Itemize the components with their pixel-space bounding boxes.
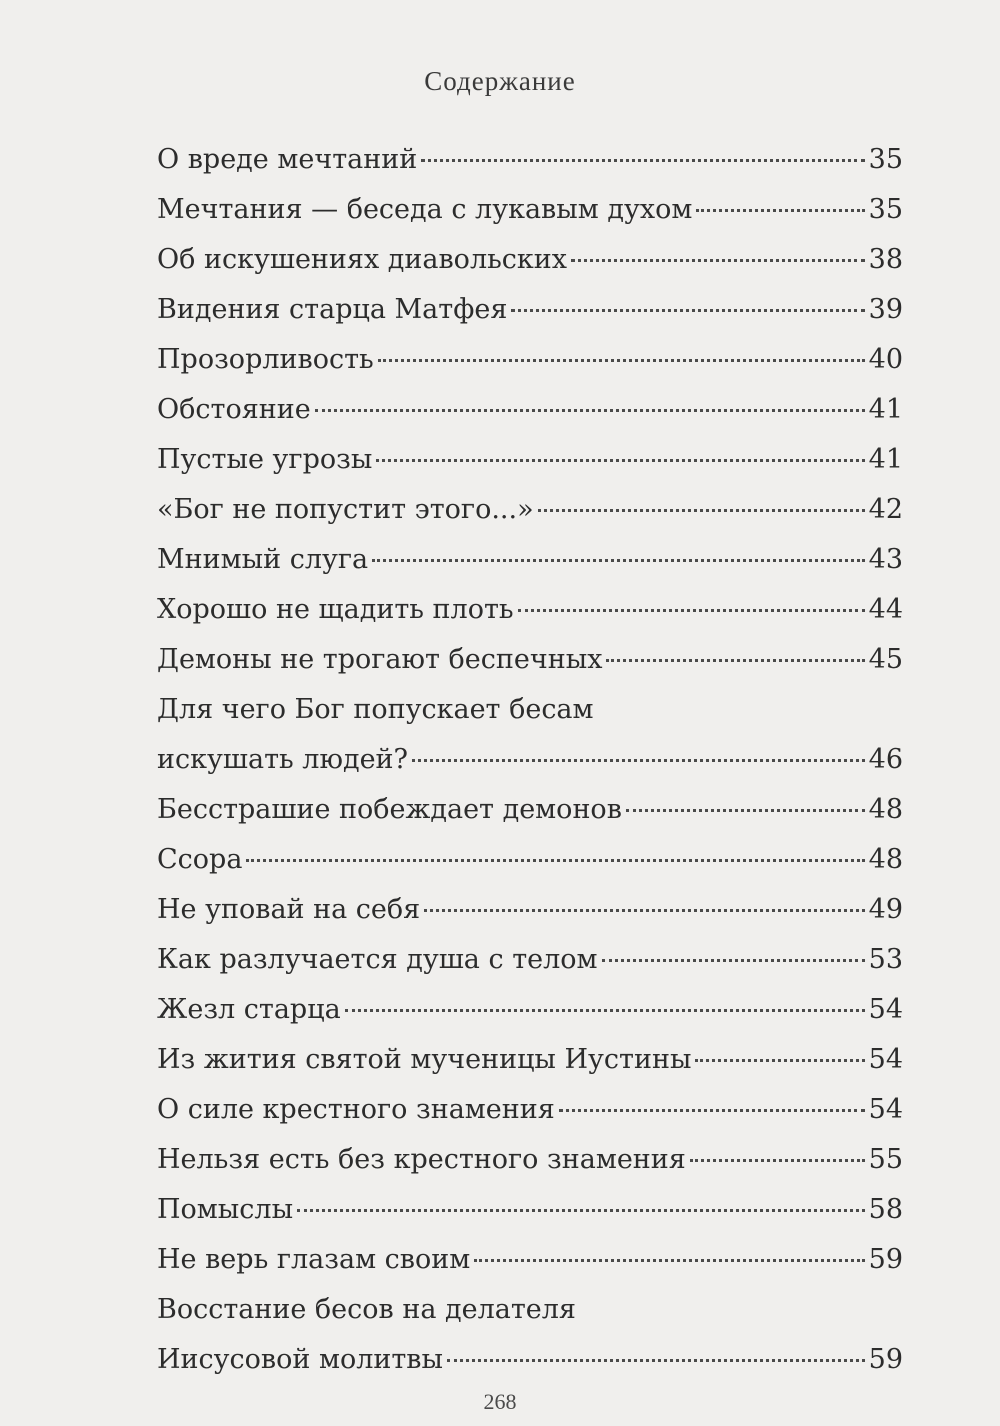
toc-entry: [157, 1135, 903, 1185]
toc-entry-title: Нельзя есть без крестного знамения: [157, 1144, 686, 1175]
toc-entry-title: искушать людей?: [157, 744, 409, 775]
toc-entry-line: [157, 1185, 903, 1235]
toc-entry-line: [157, 1285, 903, 1335]
page-number: 268: [483, 1389, 517, 1414]
toc-entry-line: [157, 785, 903, 835]
dot-leader: [421, 158, 864, 162]
toc-entry: [157, 585, 903, 635]
toc-entry-title: Жезл старца: [157, 994, 341, 1025]
toc-entry-title: Мнимый слуга: [157, 544, 369, 575]
toc-entry-line: [157, 1085, 903, 1135]
toc-entry-title: Об искушениях диавольских: [157, 244, 568, 275]
toc-entry-title: Демоны не трогают беспечных: [157, 644, 603, 675]
toc-entry-page: 59: [868, 1244, 903, 1275]
toc-entry-page: 41: [868, 444, 903, 475]
table-of-contents: [157, 135, 903, 1385]
toc-entry: [157, 1285, 903, 1385]
toc-entry: [157, 535, 903, 585]
toc-entry-page: 58: [868, 1194, 903, 1225]
toc-entry: [157, 1185, 903, 1235]
toc-entry: [157, 935, 903, 985]
toc-entry-page: 46: [868, 744, 903, 775]
dot-leader: [376, 458, 864, 462]
toc-entry: [157, 835, 903, 885]
toc-entry-page: 55: [868, 1144, 903, 1175]
toc-entry-line: [157, 985, 903, 1035]
toc-entry-title: Из жития святой мученицы Иустины: [157, 1044, 692, 1075]
toc-entry: [157, 785, 903, 835]
dot-leader: [345, 1008, 865, 1012]
toc-entry: [157, 335, 903, 385]
toc-entry-line: [157, 935, 903, 985]
toc-entry-title: Хорошо не щадить плоть: [157, 594, 514, 625]
toc-entry-line: [157, 535, 903, 585]
dot-leader: [690, 1158, 865, 1162]
toc-entry-title: О силе крестного знамения: [157, 1094, 555, 1125]
toc-entry-page: 35: [868, 194, 903, 225]
toc-entry-line: [157, 1235, 903, 1285]
page-title: Содержание: [424, 66, 576, 96]
toc-entry-line: [157, 435, 903, 485]
toc-entry-title: Для чего Бог попускает бесам: [157, 694, 594, 725]
toc-entry-page: 40: [868, 344, 903, 375]
toc-entry-page: 54: [868, 1094, 903, 1125]
toc-entry-page: 35: [868, 144, 903, 175]
toc-entry-line: [157, 335, 903, 385]
toc-entry-page: 45: [868, 644, 903, 675]
toc-entry-line: [157, 1135, 903, 1185]
toc-entry-title: Обстояние: [157, 394, 311, 425]
toc-entry-title: Прозорливость: [157, 344, 374, 375]
toc-entry-title: Как разлучается душа с телом: [157, 944, 598, 975]
toc-entry-line: [157, 385, 903, 435]
toc-entry-line: [157, 185, 903, 235]
toc-entry: [157, 1235, 903, 1285]
dot-leader: [606, 658, 864, 662]
toc-entry: [157, 235, 903, 285]
dot-leader: [538, 508, 865, 512]
dot-leader: [518, 608, 865, 612]
toc-entry-page: 38: [868, 244, 903, 275]
toc-entry-line: [157, 735, 903, 785]
toc-entry: [157, 985, 903, 1035]
dot-leader: [424, 908, 864, 912]
toc-entry-title: Помыслы: [157, 1194, 294, 1225]
toc-entry-page: 48: [868, 794, 903, 825]
toc-entry: [157, 1085, 903, 1135]
toc-entry: [157, 185, 903, 235]
dot-leader: [559, 1108, 865, 1112]
toc-entry-line: [157, 635, 903, 685]
dot-leader: [696, 208, 864, 212]
toc-entry-title: Не верь глазам своим: [157, 1244, 471, 1275]
toc-entry-page: 54: [868, 994, 903, 1025]
toc-entry-page: 53: [868, 944, 903, 975]
toc-entry-line: [157, 585, 903, 635]
toc-entry: [157, 285, 903, 335]
toc-entry-page: 39: [868, 294, 903, 325]
toc-entry: [157, 135, 903, 185]
dot-leader: [571, 258, 865, 262]
dot-leader: [602, 958, 865, 962]
dot-leader: [372, 558, 865, 562]
toc-entry: [157, 485, 903, 535]
toc-entry-line: [157, 285, 903, 335]
toc-entry-page: 48: [868, 844, 903, 875]
toc-entry: [157, 635, 903, 685]
toc-entry-title: Бесстрашие побеждает демонов: [157, 794, 622, 825]
toc-entry: [157, 685, 903, 785]
toc-entry-line: [157, 485, 903, 535]
toc-entry-line: [157, 1035, 903, 1085]
toc-entry: [157, 885, 903, 935]
toc-entry-title: О вреде мечтаний: [157, 144, 418, 175]
toc-entry-title: Видения старца Матфея: [157, 294, 508, 325]
toc-entry-title: Пустые угрозы: [157, 444, 373, 475]
toc-entry-line: [157, 835, 903, 885]
toc-entry-page: 44: [868, 594, 903, 625]
dot-leader: [447, 1358, 865, 1362]
dot-leader: [315, 408, 865, 412]
dot-leader: [297, 1208, 865, 1212]
dot-leader: [246, 858, 864, 862]
toc-entry-page: 49: [868, 894, 903, 925]
dot-leader: [511, 308, 864, 312]
toc-entry-line: [157, 685, 903, 735]
toc-entry-title: Ссора: [157, 844, 243, 875]
dot-leader: [474, 1258, 864, 1262]
toc-entry: [157, 435, 903, 485]
toc-entry-title: Не уповай на себя: [157, 894, 421, 925]
toc-entry-line: [157, 1335, 903, 1385]
toc-entry-line: [157, 885, 903, 935]
toc-entry-line: [157, 235, 903, 285]
toc-entry-page: 41: [868, 394, 903, 425]
toc-entry-title: Мечтания — беседа с лукавым духом: [157, 194, 693, 225]
toc-entry-title: Иисусовой молитвы: [157, 1344, 443, 1375]
toc-entry-title: Восстание бесов на делателя: [157, 1294, 576, 1325]
dot-leader: [626, 808, 865, 812]
toc-entry-page: 43: [868, 544, 903, 575]
toc-entry-line: [157, 135, 903, 185]
toc-entry-page: 59: [868, 1344, 903, 1375]
toc-entry-page: 54: [868, 1044, 903, 1075]
toc-entry-page: 42: [868, 494, 903, 525]
toc-entry: [157, 1035, 903, 1085]
dot-leader: [695, 1058, 864, 1062]
dot-leader: [378, 358, 865, 362]
toc-entry-title: «Бог не попустит этого...»: [157, 494, 534, 525]
dot-leader: [412, 758, 865, 762]
toc-entry: [157, 385, 903, 435]
